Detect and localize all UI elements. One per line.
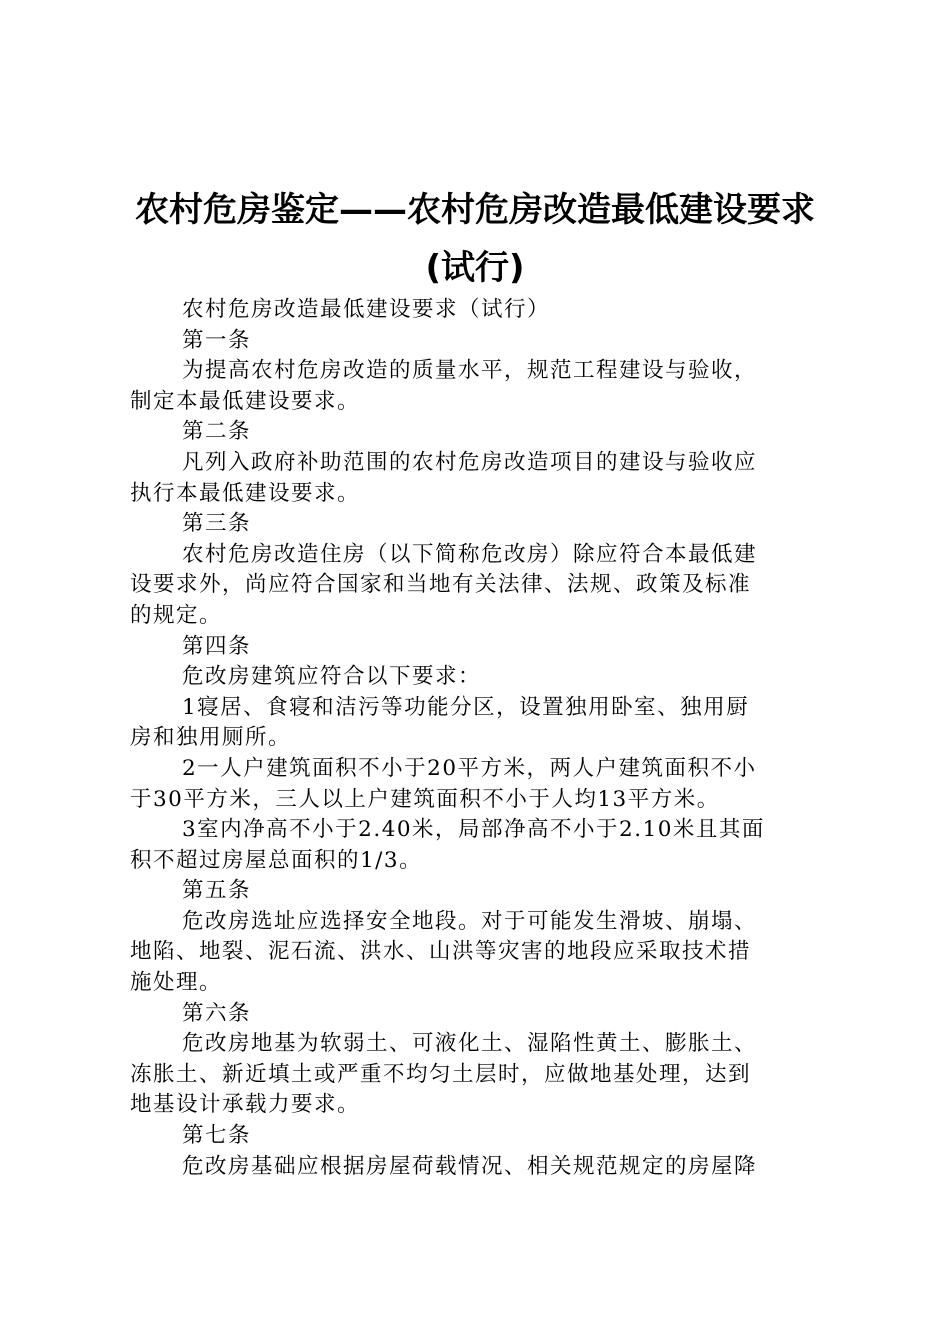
body-line: 设要求外，尚应符合国家和当地有关法律、法规、政策及标准 <box>130 572 752 598</box>
body-line: 危改房建筑应符合以下要求： <box>182 664 482 690</box>
body-line: 为提高农村危房改造的质量水平，规范工程建设与验收， <box>182 358 758 384</box>
list-item: 2一人户建筑面积不小于20平方米，两人户建筑面积不小 <box>182 755 757 781</box>
body-line: 地基设计承载力要求。 <box>130 1092 361 1118</box>
list-item: 3室内净高不小于2.40米，局部净高不小于2.10米且其面 <box>182 817 765 843</box>
body-line: 的规定。 <box>130 602 223 628</box>
article-heading: 第一条 <box>182 327 252 353</box>
article-heading: 第七条 <box>182 1123 252 1149</box>
body-line: 地陷、地裂、泥石流、洪水、山洪等灾害的地段应采取技术措 <box>130 939 752 965</box>
list-item: 1寝居、食寝和洁污等功能分区，设置独用卧室、独用厨 <box>182 694 750 720</box>
document-title-line-2: (试行) <box>425 248 525 288</box>
body-line: 积不超过房屋总面积的1/3。 <box>130 847 423 873</box>
document-title-line-1: 农村危房鉴定——农村危房改造最低建设要求 <box>135 190 815 230</box>
body-line: 施处理。 <box>130 970 223 996</box>
body-line: 危改房地基为软弱土、可液化土、湿陷性黄土、膨胀土、 <box>182 1031 758 1057</box>
body-line: 凡列入政府补助范围的农村危房改造项目的建设与验收应 <box>182 449 758 475</box>
article-heading: 第五条 <box>182 878 252 904</box>
body-line: 农村危房改造住房（以下简称危改房）除应符合本最低建 <box>182 541 758 567</box>
body-line: 危改房基础应根据房屋荷载情况、相关规范规定的房屋降 <box>182 1153 758 1179</box>
body-line: 房和独用厕所。 <box>130 725 292 751</box>
body-line: 于30平方米，三人以上户建筑面积不小于人均13平方米。 <box>130 786 720 812</box>
body-line: 危改房选址应选择安全地段。对于可能发生滑坡、崩塌、 <box>182 908 758 934</box>
body-line: 冻胀土、新近填土或严重不均匀土层时，应做地基处理，达到 <box>130 1061 752 1087</box>
article-heading: 第四条 <box>182 633 252 659</box>
document-body <box>130 295 830 1182</box>
body-line: 制定本最低建设要求。 <box>130 388 361 414</box>
body-line: 执行本最低建设要求。 <box>130 480 361 506</box>
article-heading: 第三条 <box>182 511 252 537</box>
article-heading: 第六条 <box>182 1000 252 1026</box>
article-heading: 第二条 <box>182 419 252 445</box>
body-line: 农村危房改造最低建设要求（试行） <box>182 297 551 322</box>
